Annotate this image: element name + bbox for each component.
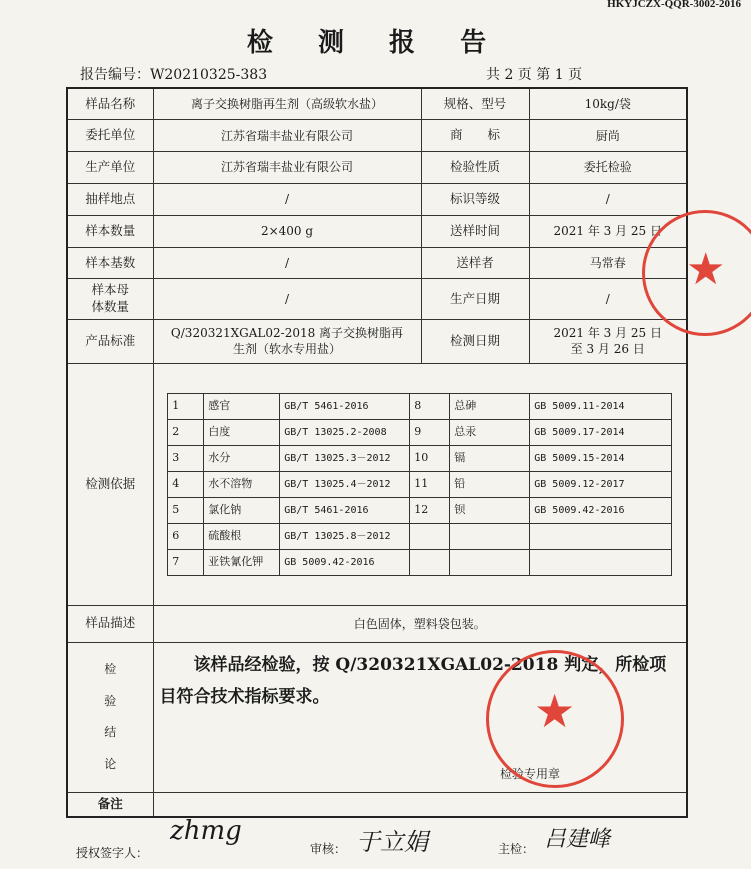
label-parent-qty-line1: 样本母 — [91, 282, 129, 298]
reviewer-label: 审核： — [310, 842, 347, 856]
inspection-seal-star-icon: ★ — [534, 684, 576, 738]
seal-star-icon: ★ — [686, 244, 726, 295]
basis-no — [410, 523, 450, 549]
basis-no: 3 — [168, 445, 204, 471]
basis-row — [168, 523, 672, 549]
test-basis-table — [167, 393, 672, 576]
value-remark — [153, 792, 687, 817]
row-test-basis — [67, 363, 687, 605]
label-description: 样品描述 — [67, 605, 153, 642]
basis-standard: GB/T 13025.2-2008 — [280, 419, 410, 445]
basis-no: 8 — [410, 393, 450, 419]
basis-no: 12 — [410, 497, 450, 523]
value-delivery-time: 2021 年 3 月 25 日 — [529, 215, 687, 247]
report-number-label: 报告编号： — [80, 67, 150, 83]
report-number — [80, 64, 267, 84]
basis-no — [410, 549, 450, 575]
label-sample-qty: 样本数量 — [67, 215, 153, 247]
row-sample-base — [67, 247, 687, 279]
label-remark: 备注 — [67, 792, 153, 817]
basis-standard: GB 5009.42-2016 — [280, 549, 410, 575]
value-trademark: 厨尚 — [529, 120, 687, 152]
basis-item — [450, 523, 530, 549]
row-remark — [67, 792, 687, 817]
test-basis-cell — [153, 363, 687, 605]
basis-standard: GB/T 13025.8－2012 — [280, 523, 410, 549]
label-conclusion-char: 论 — [104, 757, 117, 772]
report-number-value: W20210325-383 — [150, 67, 268, 83]
value-test-date-line1: 2021 年 3 月 25 日 — [553, 325, 663, 340]
row-sampling-place — [67, 183, 687, 215]
basis-standard — [530, 523, 672, 549]
value-sample-base: / — [153, 247, 421, 279]
value-grade: / — [529, 183, 687, 215]
label-parent-qty-line2: 体数量 — [91, 298, 129, 314]
basis-no: 7 — [168, 549, 204, 575]
basis-row — [168, 497, 672, 523]
basis-standard: GB/T 13025.3－2012 — [280, 445, 410, 471]
basis-no: 9 — [410, 419, 450, 445]
value-sample-qty: 2×400 g — [153, 215, 421, 247]
label-test-basis: 检测依据 — [67, 363, 153, 605]
value-producer: 江苏省瑞丰盐业有限公司 — [153, 152, 421, 184]
basis-item: 感官 — [204, 393, 280, 419]
basis-row — [168, 549, 672, 575]
label-test-date: 检测日期 — [421, 319, 529, 363]
document-code: HKYJCZX-QQR-3002-2016 — [607, 0, 741, 10]
basis-no: 4 — [168, 471, 204, 497]
inspector-signature: 吕建峰 — [544, 827, 611, 852]
conclusion-line2: 目符合技术指标要求。 — [159, 687, 330, 708]
label-client: 委托单位 — [67, 120, 153, 152]
value-test-date-line2: 至 3 月 26 日 — [570, 342, 645, 357]
row-parent-qty — [67, 279, 687, 319]
label-sample-name: 样品名称 — [67, 88, 153, 120]
basis-standard: GB 5009.17-2014 — [530, 419, 672, 445]
value-spec: 10kg/袋 — [529, 88, 687, 120]
basis-row — [168, 393, 672, 419]
row-producer — [67, 152, 687, 184]
label-conclusion — [67, 642, 153, 792]
basis-standard: GB 5009.11-2014 — [530, 393, 672, 419]
basis-standard: GB/T 5461-2016 — [280, 393, 410, 419]
basis-standard — [530, 549, 672, 575]
value-sampling-place: / — [153, 183, 421, 215]
row-sample-name — [67, 88, 687, 120]
inspector-label: 主检： — [498, 842, 535, 856]
label-conclusion-char: 检 — [104, 661, 117, 676]
basis-item: 氯化钠 — [204, 497, 280, 523]
label-producer: 生产单位 — [67, 152, 153, 184]
label-conclusion-char: 验 — [104, 693, 117, 708]
row-description — [67, 605, 687, 642]
basis-no: 10 — [410, 445, 450, 471]
value-sender: 马常春 — [529, 247, 687, 279]
basis-item: 镉 — [450, 445, 530, 471]
conclusion-line1: 该样品经检验，按 Q/320321XGAL02-2018 判定，所检项 — [159, 654, 667, 675]
value-parent-qty: / — [153, 279, 421, 319]
basis-row — [168, 445, 672, 471]
authorized-signer-label: 授权签字人： — [76, 846, 149, 860]
reviewer-signature: 于立娟 — [356, 828, 428, 856]
value-production-date: / — [529, 279, 687, 319]
value-client: 江苏省瑞丰盐业有限公司 — [153, 120, 421, 152]
label-grade: 标识等级 — [421, 183, 529, 215]
stamp-caption: 检验专用章 — [499, 767, 560, 782]
basis-item: 水不溶物 — [204, 471, 280, 497]
basis-standard: GB 5009.15-2014 — [530, 445, 672, 471]
row-sample-qty — [67, 215, 687, 247]
value-standard-line1: Q/320321XGAL02-2018 离子交换树脂再 — [170, 325, 404, 340]
label-standard: 产品标准 — [67, 319, 153, 363]
label-parent-qty — [67, 279, 153, 319]
basis-standard: GB 5009.12-2017 — [530, 471, 672, 497]
basis-item: 水分 — [204, 445, 280, 471]
label-conclusion-char: 结 — [104, 725, 117, 740]
basis-no: 1 — [168, 393, 204, 419]
basis-item: 总汞 — [450, 419, 530, 445]
report-title: 检 测 报 告 — [246, 28, 505, 58]
label-inspection-type: 检验性质 — [421, 152, 529, 184]
basis-no: 5 — [168, 497, 204, 523]
value-inspection-type: 委托检验 — [529, 152, 687, 184]
row-client — [67, 120, 687, 152]
basis-no: 11 — [410, 471, 450, 497]
label-sample-base: 样本基数 — [67, 247, 153, 279]
basis-standard: GB 5009.42-2016 — [530, 497, 672, 523]
basis-item — [450, 549, 530, 575]
basis-standard: GB/T 13025.4－2012 — [280, 471, 410, 497]
basis-item: 白度 — [204, 419, 280, 445]
row-standard — [67, 319, 687, 363]
page-info: 共 2 页 第 1 页 — [486, 67, 583, 83]
label-delivery-time: 送样时间 — [421, 215, 529, 247]
basis-row — [168, 471, 672, 497]
basis-item: 硫酸根 — [204, 523, 280, 549]
basis-item: 亚铁氰化钾 — [204, 549, 280, 575]
basis-no: 6 — [168, 523, 204, 549]
basis-standard: GB/T 5461-2016 — [280, 497, 410, 523]
value-standard-line2: 生剂（软水专用盐） — [232, 342, 341, 357]
value-sample-name: 离子交换树脂再生剂（高级软水盐） — [153, 88, 421, 120]
label-production-date: 生产日期 — [421, 279, 529, 319]
basis-item: 铅 — [450, 471, 530, 497]
value-test-date — [529, 319, 687, 363]
value-description: 白色固体，塑料袋包装。 — [153, 605, 687, 642]
basis-item: 钡 — [450, 497, 530, 523]
label-conclusion-chars — [70, 654, 151, 781]
basis-row — [168, 419, 672, 445]
basis-no: 2 — [168, 419, 204, 445]
label-sampling-place: 抽样地点 — [67, 183, 153, 215]
value-standard — [153, 319, 421, 363]
label-spec: 规格、型号 — [421, 88, 529, 120]
label-trademark: 商 标 — [421, 120, 529, 152]
label-sender: 送样者 — [421, 247, 529, 279]
basis-item: 总砷 — [450, 393, 530, 419]
authorized-signature: zhmg — [170, 816, 242, 846]
